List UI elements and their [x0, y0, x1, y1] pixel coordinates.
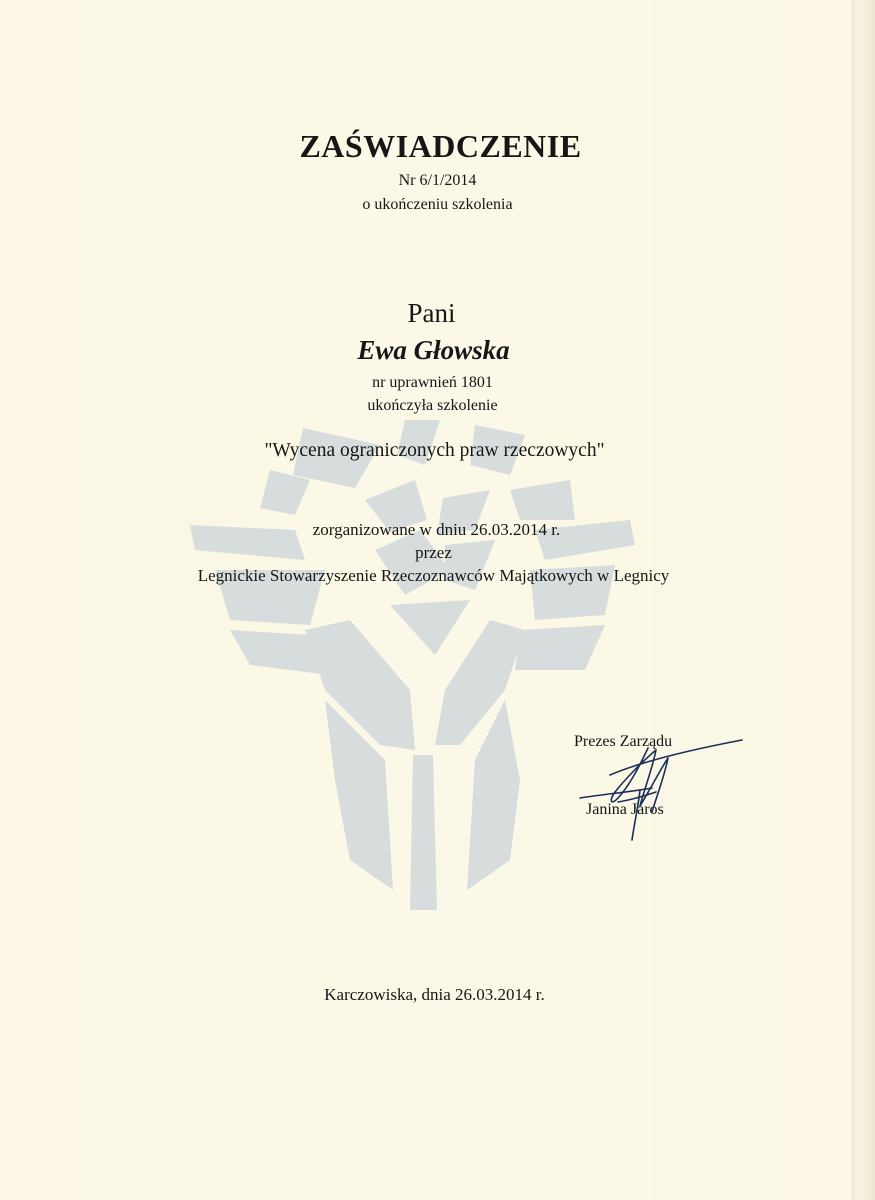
signatory-name: Janina Jaros: [586, 801, 664, 818]
salutation: Pani: [407, 298, 456, 328]
certificate-number: Nr 6/1/2014: [398, 172, 477, 189]
recipient-name: Ewa Głowska: [357, 335, 510, 365]
place-and-date: Karczowiska, dnia 26.03.2014 r.: [324, 985, 545, 1004]
completed-line: ukończyła szkolenie: [367, 397, 498, 414]
by-line: przez: [415, 543, 452, 562]
certificate-subtitle: o ukończeniu szkolenia: [362, 196, 513, 213]
license-number: nr uprawnień 1801: [372, 374, 493, 391]
signature-icon: [560, 730, 750, 850]
organized-date: zorganizowane w dniu 26.03.2014 r.: [312, 520, 561, 539]
organization-name: Legnickie Stowarzyszenie Rzeczoznawców Majątkowych w Legnicy: [197, 566, 670, 585]
signatory-role: Prezes Zarządu: [574, 733, 673, 750]
course-title: "Wycena ograniczonych praw rzeczowych": [264, 440, 605, 461]
certificate-title: ZAŚWIADCZENIE: [299, 128, 582, 164]
